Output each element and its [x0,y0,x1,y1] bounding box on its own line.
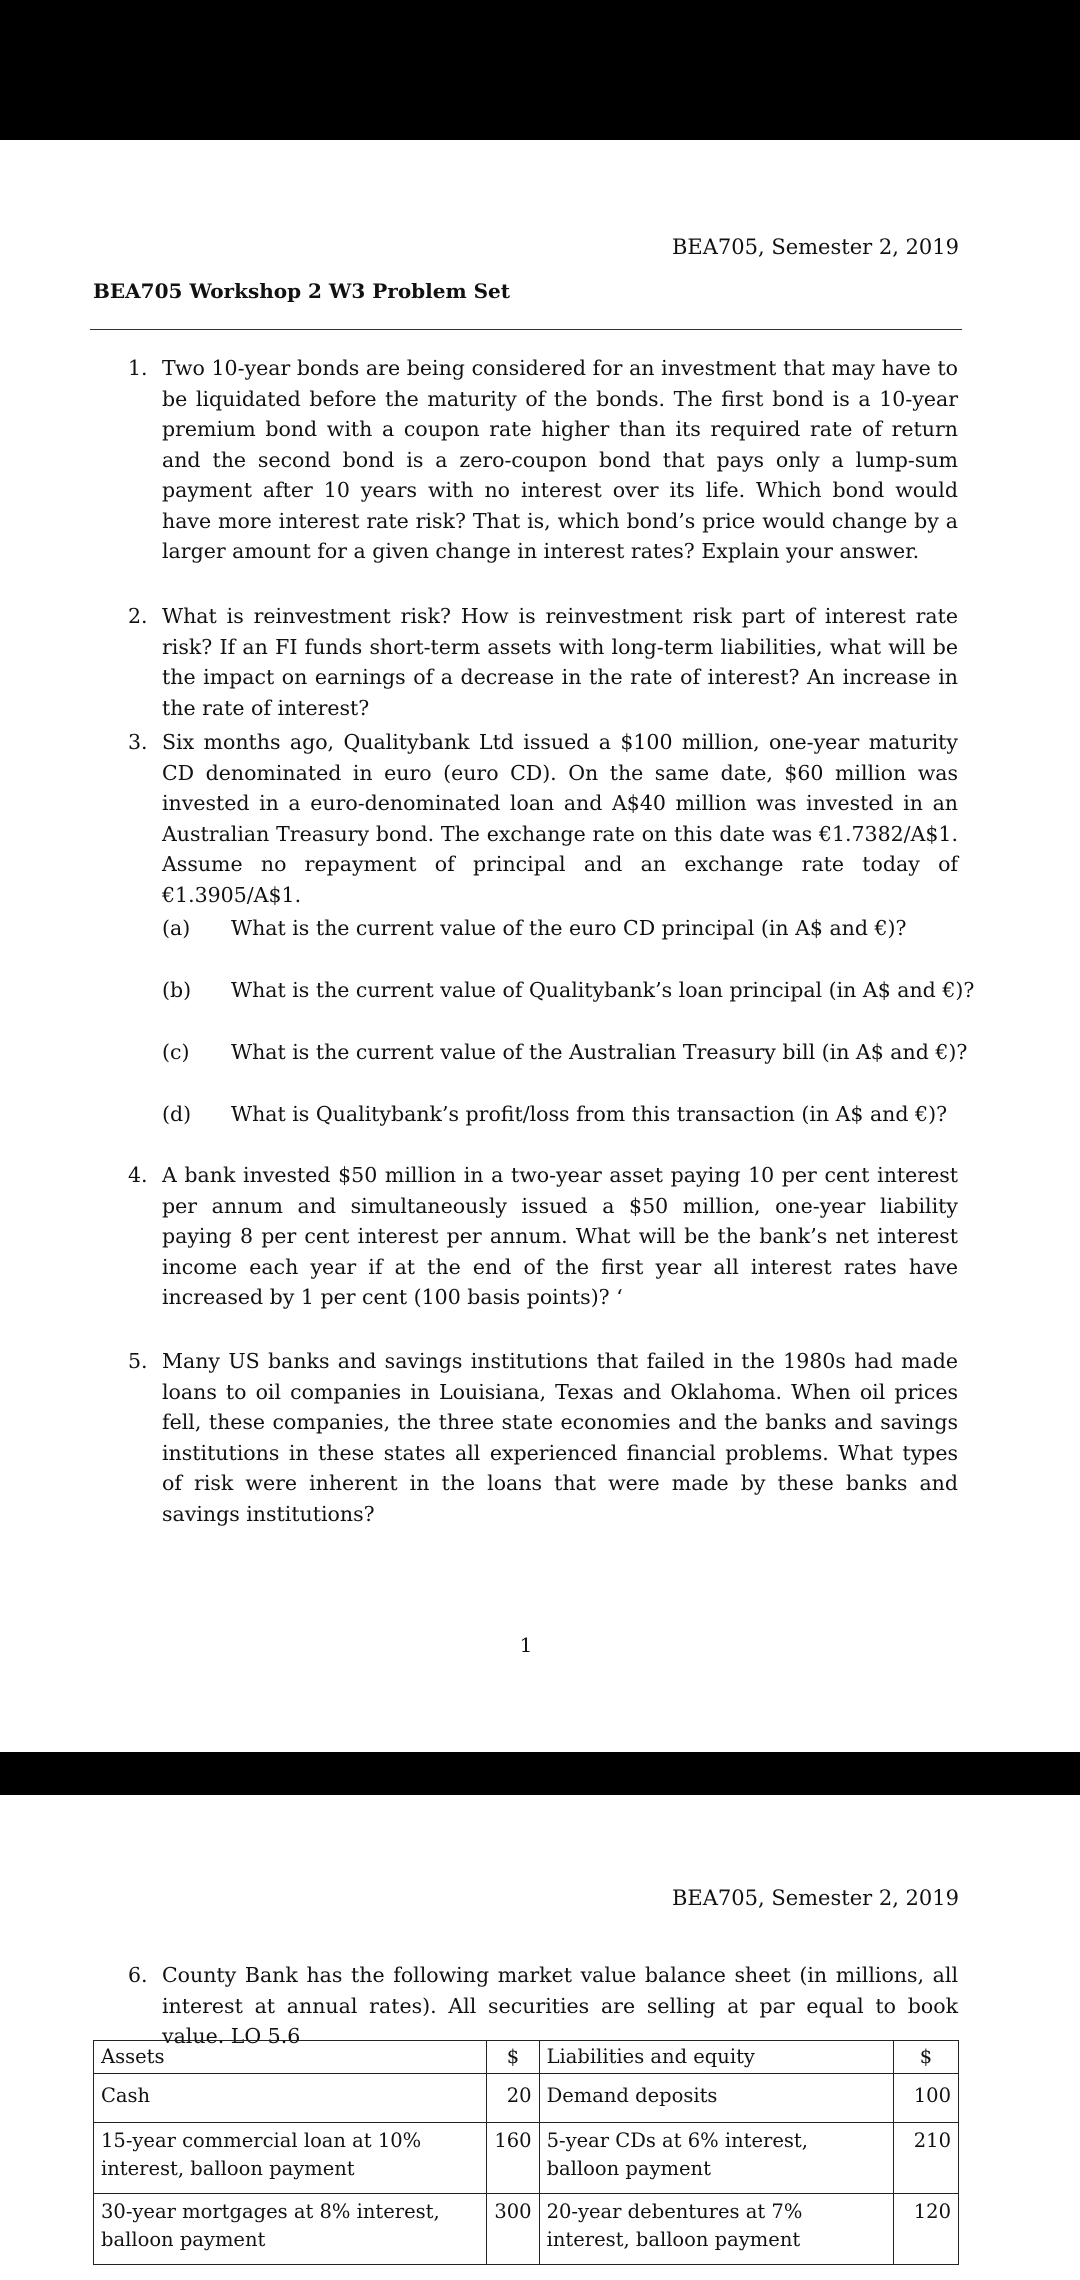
column-header: Liabilities and equity [539,2041,893,2074]
subquestion-text: What is the current value of the Australian Treasury bill (in A$ and €)? [231,1040,968,1064]
title-divider [90,329,962,330]
table-row [94,2123,959,2194]
column-header: $ [487,2041,539,2074]
table-cell: Demand deposits [539,2074,893,2123]
table-cell: Cash [94,2074,487,2123]
subquestion-text: What is the current value of the euro CD principal (in A$ and €)? [231,916,907,940]
table-cell: 210 [894,2123,959,2194]
question-text: What is reinvestment risk? How is reinvestment risk part of interest rate risk? If an FI funds short-term assets with long-term liabilities, what will be the impact on earnings of a decrease in the rate of interest? An increase in the rate of interest? [162,604,958,720]
subquestion-text: What is the current value of Qualitybank’s loan principal (in A$ and €)? [231,978,975,1002]
table-cell: 120 [894,2194,959,2265]
table-cell: 5-year CDs at 6% interest, balloon payment [539,2123,893,2194]
table-row [94,2074,959,2123]
table-row [94,2194,959,2265]
subquestion-label: (b) [162,978,192,1002]
table-cell: 300 [487,2194,539,2265]
subquestion-text: What is Qualitybank’s profit/loss from this transaction (in A$ and €)? [231,1102,948,1126]
question-number: 1. [128,356,148,380]
question-text: Two 10-year bonds are being considered for an investment that may have to be liquidated before the maturity of the bonds. The first bond is a 10-year premium bond with a coupon rate higher than its required rate of return and the second bond is a zero-coupon bond that pays only a lump-sum payment after 10 years with no interest over its life. Which bond would have more interest rate risk? That is, which bond’s price would change by a larger amount for a given change in interest rates? Explain your answer. [162,356,958,563]
question-5 [128,1346,958,1529]
balance-sheet-table [93,2040,959,2265]
document-page-1 [0,140,1080,1752]
question-text: County Bank has the following market value balance sheet (in millions, all interest at annual rates). All securities are selling at par equal to book value. LO 5.6 [162,1963,958,2048]
column-header: Assets [94,2041,487,2074]
question-text: Six months ago, Qualitybank Ltd issued a $100 million, one-year maturity CD denominated in euro (euro CD). On the same date, $60 million was invested in a euro-denominated loan and A$40 million was invested in an Australian Treasury bond. The exchange rate on this date was €1.7382/A$1. Assume no repayment of principal and an exchange rate today of €1.3905/A$1. [162,730,958,907]
question-1 [128,353,958,567]
question-number: 5. [128,1349,148,1373]
table-cell: 15-year commercial loan at 10% interest, balloon payment [94,2123,487,2194]
question-3 [128,727,958,910]
page-number: 1 [519,1633,533,1657]
table-cell: 100 [894,2074,959,2123]
subquestion-label: (a) [162,916,191,940]
column-header: $ [894,2041,959,2074]
document-title: BEA705 Workshop 2 W3 Problem Set [93,279,511,303]
question-number: 4. [128,1163,148,1187]
table-cell: 160 [487,2123,539,2194]
question-6 [128,1960,958,2052]
table-cell: 30-year mortgages at 8% interest, balloon payment [94,2194,487,2265]
running-header: BEA705, Semester 2, 2019 [671,1886,959,1910]
table-cell: 20-year debentures at 7% interest, balloon payment [539,2194,893,2265]
question-number: 3. [128,730,148,754]
question-number: 6. [128,1963,148,1987]
table-cell: 20 [487,2074,539,2123]
document-page-2 [0,1795,1080,2280]
table-header-row [94,2041,959,2074]
running-header: BEA705, Semester 2, 2019 [671,235,959,259]
question-number: 2. [128,604,148,628]
question-2 [128,601,958,723]
question-text: A bank invested $50 million in a two-year asset paying 10 per cent interest per annum and simultaneously issued a $50 million, one-year liability paying 8 per cent interest per annum. What will be the bank’s net interest income each year if at the end of the first year all interest rates have increased by 1 per cent (100 basis points)? ‘ [162,1163,958,1309]
question-text: Many US banks and savings institutions that failed in the 1980s had made loans to oil companies in Louisiana, Texas and Oklahoma. When oil prices fell, these companies, the three state economies and the banks and savings institutions in these states all experienced financial problems. What types of risk were inherent in the loans that were made by these banks and savings institutions? [162,1349,958,1526]
subquestion-label: (c) [162,1040,190,1064]
question-4 [128,1160,958,1313]
subquestion-label: (d) [162,1102,192,1126]
